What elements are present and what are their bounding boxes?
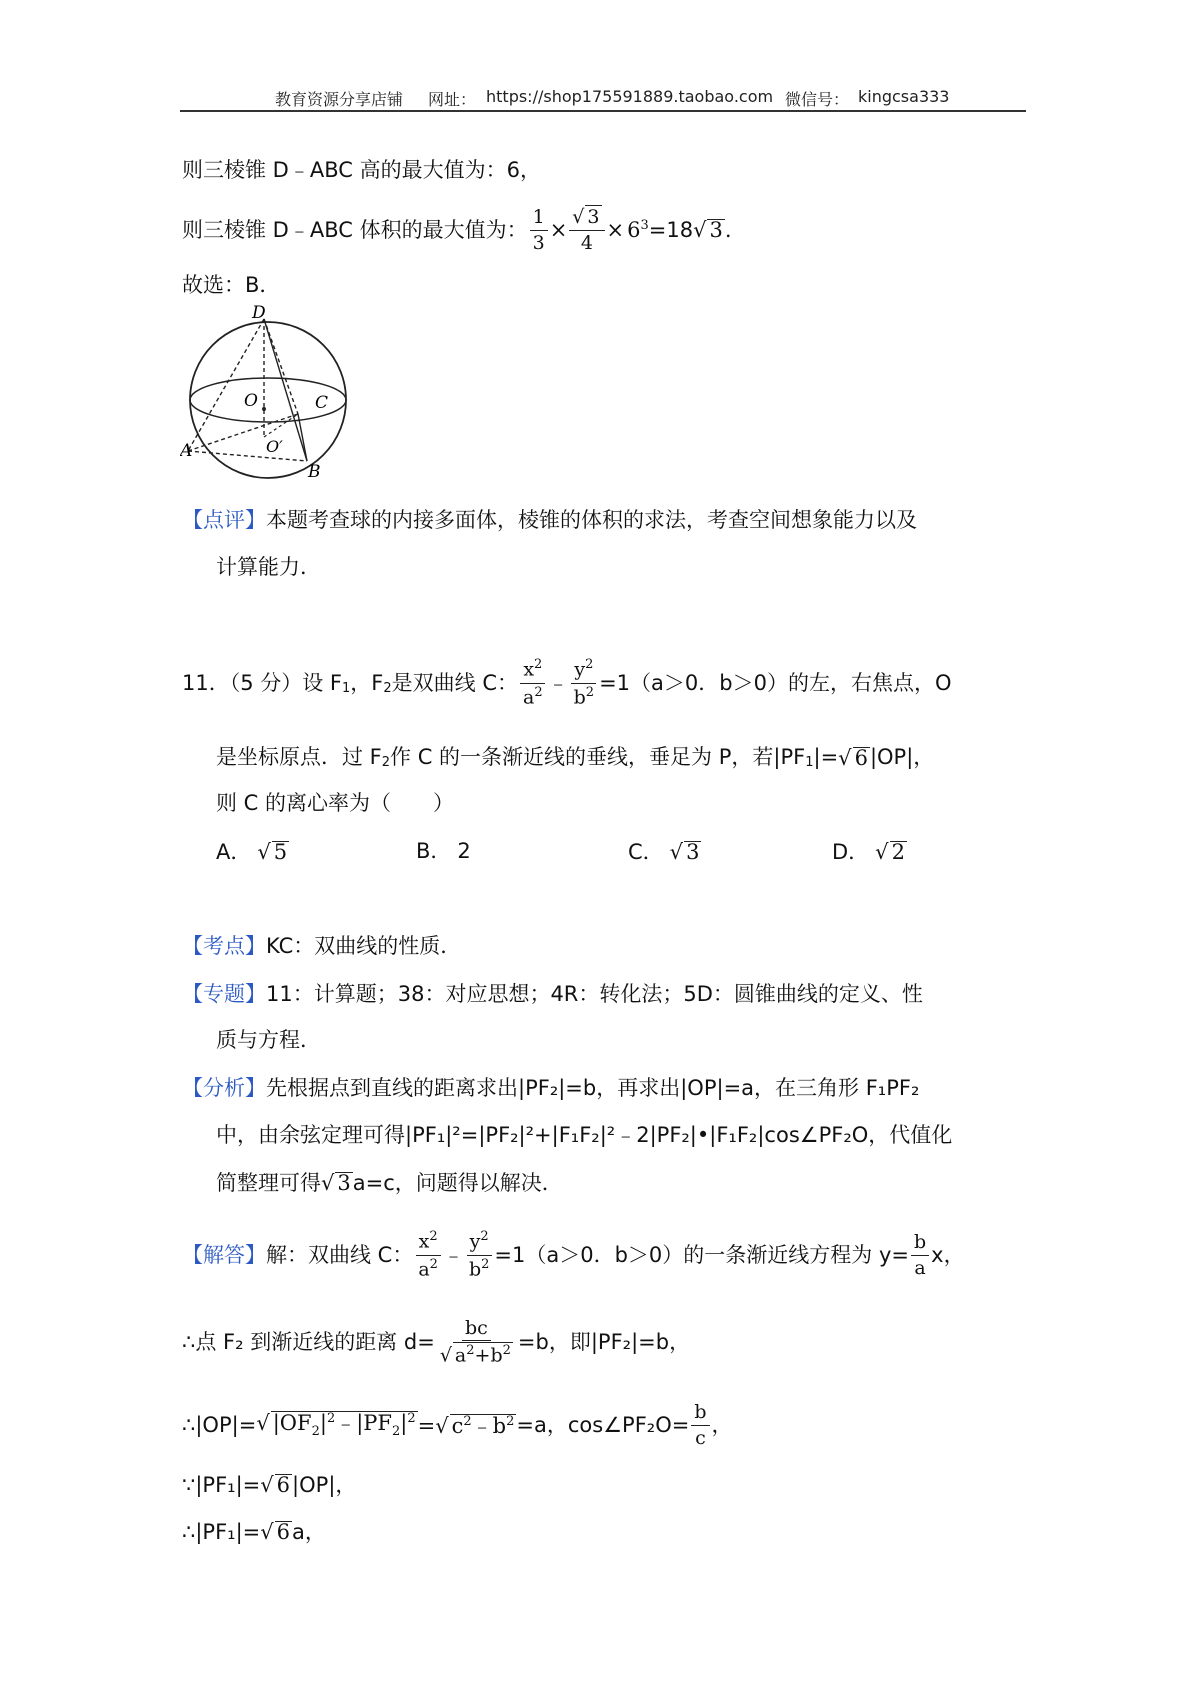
header-url-label: 网址： bbox=[428, 90, 477, 109]
option-d[interactable]: D． √ 2 bbox=[832, 840, 905, 864]
jieda-step2: ∴|OP|= √ $|OF_2|^2﹣|PF_2|^2$ =√ $c^2﹣b^2$ =a，cos∠PF₂O= $\frac{b}{c}$ ， bbox=[182, 1400, 733, 1449]
label-C: C bbox=[315, 393, 329, 413]
fenxi: 【分析】先根据点到直线的距离求出|PF₂|=b，再求出|OP|=a，在三角形 F₁PF₂ bbox=[182, 1076, 920, 1100]
q11-stem-line3: 则 C 的离心率为（ ） bbox=[216, 791, 455, 815]
q10-answer: 故选：B． bbox=[182, 273, 281, 297]
q10-line2-prefix: 则三棱锥 D﹣ABC 体积的最大值为： bbox=[182, 217, 528, 242]
q10-line2-result: =18 bbox=[648, 217, 694, 242]
q10-line1: 则三棱锥 D﹣ABC 高的最大值为：6， bbox=[182, 158, 541, 182]
label-O: O bbox=[244, 391, 258, 411]
header-wechat-label: 微信号： bbox=[785, 90, 850, 109]
label-O-prime: O′ bbox=[266, 437, 283, 456]
option-a[interactable]: A． √ 5 bbox=[216, 840, 288, 864]
header-url[interactable]: https://shop175591889.taobao.com bbox=[486, 87, 774, 106]
header-shop: 教育资源分享店铺 bbox=[275, 90, 404, 109]
fenxi-line3: 简整理可得√ 3a=c，问题得以解决． bbox=[216, 1171, 563, 1195]
q10-review-line2: 计算能力． bbox=[216, 555, 321, 579]
jieda-step4: ∴|PF₁|= √ 6 a， bbox=[182, 1519, 326, 1544]
q11-stem-line1: 11．（5 分）设 F $_1$ ，F $_2$ 是双曲线 C： $\frac{x^2}{a^2}$ ﹣ $\frac{y^2}{b^2}$ =1（a＞0．b＞0）的左，右焦点，O bbox=[182, 657, 952, 708]
q10-review bbox=[182, 510, 917, 531]
jieda-line1: 【解答】 解：双曲线 C： $\frac{x^2}{a^2}$ ﹣ $\frac{y^2}{b^2}$ =1（a＞0．b＞0）的一条渐近线方程为 y= $\frac{b}{a}$ x， bbox=[182, 1229, 965, 1280]
option-c[interactable]: C． √ 3 bbox=[628, 840, 700, 864]
frac-sqrt3-over-4: $\frac{√ 3}{4}$ bbox=[569, 205, 604, 255]
label-B: B bbox=[308, 462, 321, 482]
jieda-step3: ∵|PF₁|= √ 6 |OP|， bbox=[182, 1472, 357, 1497]
zhuanti: 【专题】11：计算题；38：对应思想；4R：转化法；5D：圆锥曲线的定义、性 bbox=[182, 982, 923, 1006]
zhuanti-line2: 质与方程． bbox=[216, 1028, 321, 1052]
fenxi-line2: 中，由余弦定理可得|PF₁|²=|PF₂|²+|F₁F₂|²﹣2|PF₂|•|F₁F₂|cos∠PF₂O，代值化 bbox=[216, 1123, 953, 1147]
header-wechat: kingcsa333 bbox=[858, 87, 950, 106]
jieda-step1: ∴点 F₂ 到渐近线的距离 d= $\frac{bc}{√ a^2+b^2}$ =b，即|PF₂|=b， bbox=[182, 1316, 691, 1367]
label-D: D bbox=[252, 303, 266, 323]
header-rule bbox=[180, 110, 1026, 112]
kaodian: 【考点】KC：双曲线的性质． bbox=[182, 934, 462, 958]
review-tag: 【点评】 bbox=[182, 508, 266, 532]
frac-one-third: $\frac{1}{3}$ bbox=[530, 206, 548, 255]
q10-line2: 则三棱锥 D﹣ABC 体积的最大值为： $\frac{1}{3}$ × $\frac{√ 3}{4}$ × $6^3$ =18 √ 3. bbox=[182, 205, 732, 254]
sphere-figure bbox=[180, 300, 360, 490]
q11-stem-line2: 是坐标原点．过 F $_2$ 作 C 的一条渐近线的垂线，垂足为 P，若|PF $_1$ |= √ 6 |OP|， bbox=[216, 745, 935, 770]
review-text: 本题考查球的内接多面体，棱锥的体积的求法，考查空间想象能力以及 bbox=[266, 508, 917, 532]
label-A: A bbox=[180, 441, 193, 461]
option-b[interactable]: B． 2 bbox=[416, 839, 471, 863]
